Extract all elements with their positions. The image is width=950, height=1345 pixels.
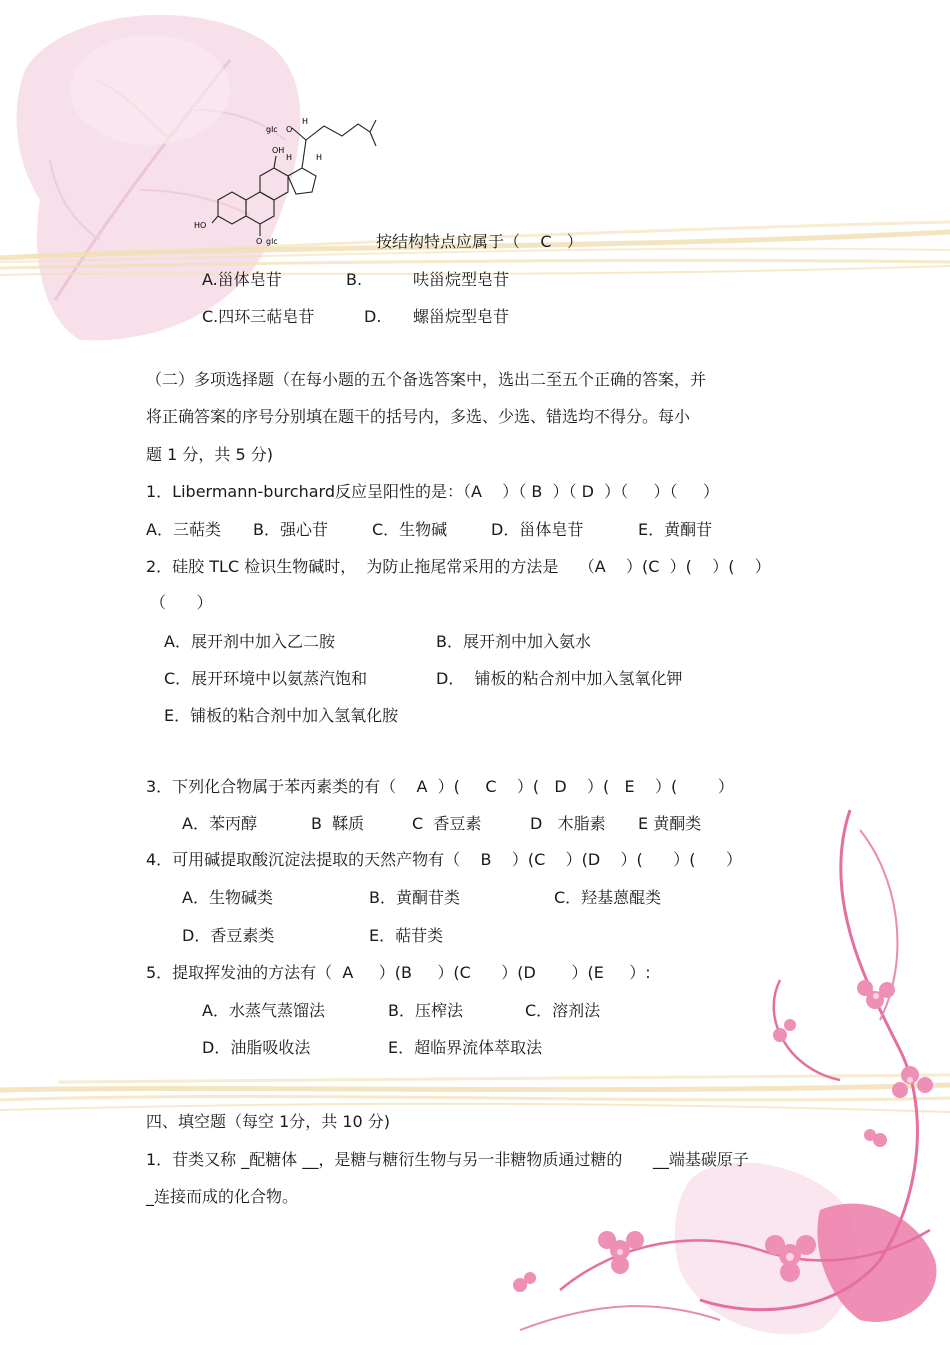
q4-option-d: D．香豆素类 xyxy=(182,926,275,945)
h-label-3: H xyxy=(316,153,323,162)
fill-blank-q1-line-2: _连接而成的化合物。 xyxy=(146,1187,299,1206)
question-2-stem-cont: （ ） xyxy=(150,593,213,612)
section-heading-line-2: 将正确答案的序号分别填在题干的括号内，多选、少选、错选均不得分。每小 xyxy=(146,407,691,426)
question-3-stem: 3．下列化合物属于苯丙素类的有（ A ）( C ）( D ）( E ）( ） xyxy=(146,777,734,796)
glc-label-bottom: glc xyxy=(266,237,278,246)
q2-option-d: D． 铺板的粘合剂中加入氢氧化钾 xyxy=(436,669,683,688)
q5-option-b: B．压榨法 xyxy=(388,1001,463,1020)
fill-blank-heading: 四、填空题（每空 1分，共 10 分) xyxy=(146,1112,391,1131)
question-stem-structure: 按结构特点应属于（ C ） xyxy=(376,232,583,251)
q1-option-a: A．三萜类 xyxy=(146,520,221,539)
q3-option-b: B 鞣质 xyxy=(311,814,365,833)
option-c: C.四环三萜皂苷 xyxy=(202,307,315,326)
section-heading-line-3: 题 1 分，共 5 分) xyxy=(146,445,273,464)
option-a: A.甾体皂苷 xyxy=(202,270,282,289)
q3-option-a: A．苯丙醇 xyxy=(182,814,257,833)
q3-option-e: E 黄酮类 xyxy=(638,814,702,833)
o-label-bottom: O xyxy=(256,237,263,246)
q2-option-e: E．铺板的粘合剂中加入氢氧化胺 xyxy=(164,706,399,725)
q1-option-d: D．甾体皂苷 xyxy=(491,520,584,539)
question-2-stem: 2．硅胶 TLC 检识生物碱时， 为防止拖尾常采用的方法是 （A ）(C ）( ）( ） xyxy=(146,557,771,576)
h-label-1: H xyxy=(302,117,309,126)
q1-option-b: B．强心苷 xyxy=(253,520,328,539)
q4-option-b: B．黄酮苷类 xyxy=(369,888,460,907)
q2-option-a: A．展开剂中加入乙二胺 xyxy=(164,632,335,651)
question-4-stem: 4．可用碱提取酸沉淀法提取的天然产物有（ B ）(C ）(D ）( ）( ） xyxy=(146,850,743,869)
h-label-2: H xyxy=(286,153,293,162)
option-d-letter: D. xyxy=(364,307,382,326)
q4-option-e: E．萜苷类 xyxy=(369,926,444,945)
fill-blank-q1-line-1: 1．苷类又称 _配糖体 __，是糖与糖衍生物与另一非糖物质通过糖的 __端基碳原子 xyxy=(146,1150,749,1169)
question-5-stem: 5．提取挥发油的方法有（ A ）(B ）(C ）(D ）(E ）: xyxy=(146,963,651,982)
q5-option-e: E．超临界流体萃取法 xyxy=(388,1038,543,1057)
chemical-structure xyxy=(190,110,390,250)
q3-option-d: D 木脂素 xyxy=(530,814,606,833)
section-heading-line-1: （二）多项选择题（在每小题的五个备选答案中，选出二至五个正确的答案，并 xyxy=(146,370,707,389)
option-b-letter: B. xyxy=(346,270,363,289)
question-1-stem: 1．Libermann-burchard反应呈阳性的是：（A ）（ B ）（ D ）（ ）（ ） xyxy=(146,482,719,501)
q2-option-b: B．展开剂中加入氨水 xyxy=(436,632,591,651)
q3-option-c: C 香豆素 xyxy=(412,814,482,833)
q1-option-c: C．生物碱 xyxy=(372,520,448,539)
q1-option-e: E．黄酮苷 xyxy=(638,520,713,539)
q5-option-d: D．油脂吸收法 xyxy=(202,1038,311,1057)
o-label-top: O xyxy=(286,125,293,134)
straw-strokes-bottom xyxy=(0,1075,950,1112)
oh-label: OH xyxy=(272,146,285,155)
option-b-text: 呋甾烷型皂苷 xyxy=(413,270,510,289)
q5-option-a: A．水蒸气蒸馏法 xyxy=(202,1001,325,1020)
option-d-text: 螺甾烷型皂苷 xyxy=(413,307,510,326)
glc-label-top: glc xyxy=(266,125,278,134)
q4-option-a: A．生物碱类 xyxy=(182,888,273,907)
ho-label: HO xyxy=(194,221,207,230)
q2-option-c: C．展开环境中以氨蒸汽饱和 xyxy=(164,669,368,688)
q4-option-c: C．羟基蒽醌类 xyxy=(554,888,662,907)
q5-option-c: C．溶剂法 xyxy=(525,1001,601,1020)
